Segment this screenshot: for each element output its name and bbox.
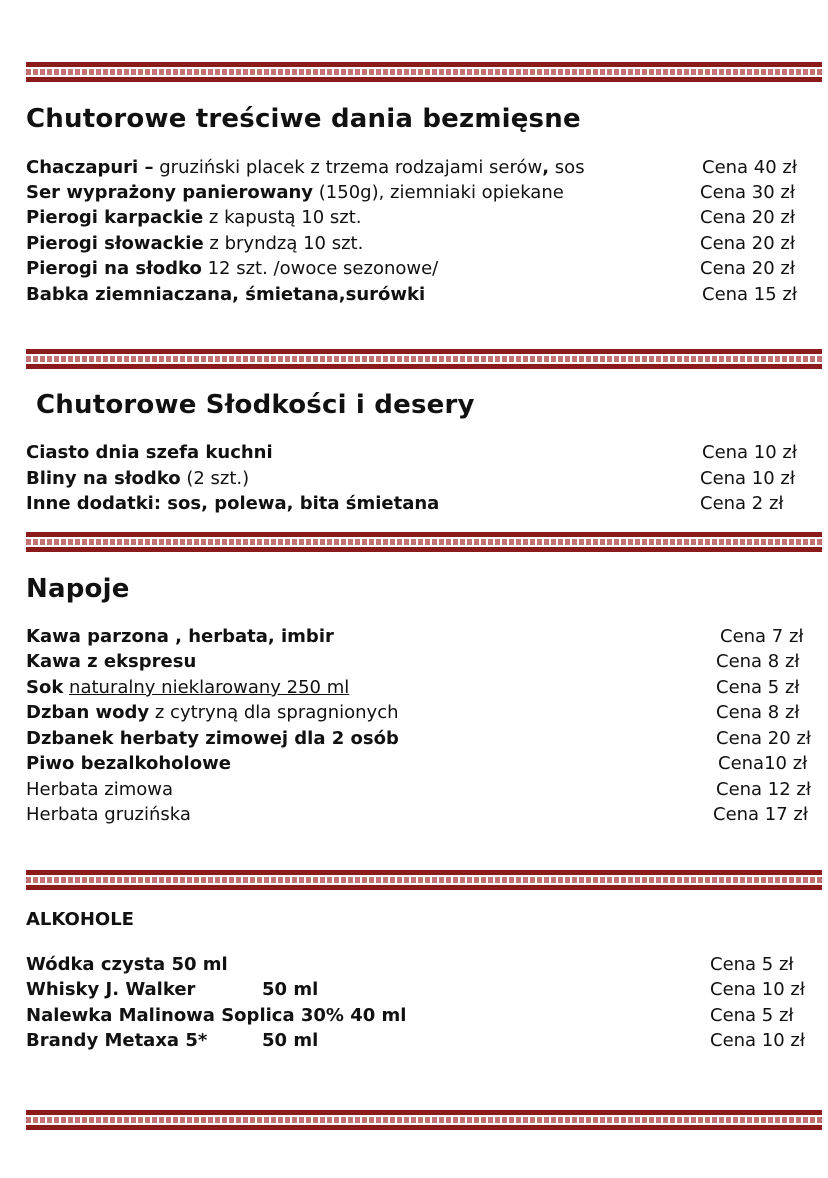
item-price: Cena 5 zł	[710, 1005, 794, 1026]
item-price: Cena 20 zł	[700, 207, 795, 228]
item-name: Wódka czysta 50 ml	[26, 954, 228, 975]
divider	[26, 62, 822, 82]
menu-item	[26, 257, 826, 281]
item-name: Ser wyprażony panierowany (150g), ziemniaki opiekane	[26, 182, 564, 203]
item-price: Cena 5 zł	[716, 677, 800, 698]
item-name: Bliny na słodko (2 szt.)	[26, 468, 250, 489]
item-price: Cena 40 zł	[702, 157, 797, 178]
item-name: Chaczapuri – gruziński placek z trzema rodzajami serów, sos	[26, 157, 585, 178]
item-price: Cena10 zł	[718, 753, 808, 774]
item-name: Whisky J. Walker 50 ml	[26, 979, 319, 1000]
menu-item	[26, 492, 826, 516]
item-name: Piwo bezalkoholowe	[26, 753, 231, 774]
item-name: Herbata zimowa	[26, 779, 174, 800]
menu-item	[26, 650, 826, 674]
item-name: Dzbanek herbaty zimowej dla 2 osób	[26, 728, 399, 749]
divider	[26, 349, 822, 369]
divider	[26, 532, 822, 552]
menu-item	[26, 1029, 826, 1053]
menu-item	[26, 156, 826, 180]
item-name: Kawa z ekspresu	[26, 651, 197, 672]
item-name: Sok naturalny nieklarowany 250 ml	[26, 677, 350, 698]
item-name: Inne dodatki: sos, polewa, bita śmietana	[26, 493, 440, 514]
item-name: Herbata gruzińska	[26, 804, 191, 825]
item-price: Cena 30 zł	[700, 182, 795, 203]
item-name: Nalewka Malinowa Soplica 30% 40 ml	[26, 1005, 407, 1026]
item-price: Cena 15 zł	[702, 284, 797, 305]
menu-item	[26, 181, 826, 205]
item-name: Brandy Metaxa 5* 50 ml	[26, 1030, 319, 1051]
item-price: Cena 8 zł	[716, 702, 800, 723]
menu-item	[26, 752, 826, 776]
item-price: Cena 17 zł	[713, 804, 808, 825]
item-name: Babka ziemniaczana, śmietana,surówki	[26, 284, 426, 305]
item-name: Kawa parzona , herbata, imbir	[26, 626, 334, 647]
menu-item	[26, 467, 826, 491]
item-price: Cena 10 zł	[700, 468, 795, 489]
item-price: Cena 10 zł	[702, 442, 797, 463]
item-name: Dzban wody z cytryną dla spragnionych	[26, 702, 399, 723]
item-price: Cena 5 zł	[710, 954, 794, 975]
item-name: Ciasto dnia szefa kuchni	[26, 442, 273, 463]
menu-item	[26, 232, 826, 256]
menu-item	[26, 283, 826, 307]
section-title-drinks: Napoje	[26, 574, 130, 604]
menu-item	[26, 625, 826, 649]
menu-item	[26, 441, 826, 465]
menu-item	[26, 778, 826, 802]
divider	[26, 870, 822, 890]
item-price: Cena 10 zł	[710, 1030, 805, 1051]
item-price: Cena 7 zł	[720, 626, 804, 647]
section-title-desserts: Chutorowe Słodkości i desery	[36, 390, 475, 420]
menu-item	[26, 953, 826, 977]
item-price: Cena 20 zł	[700, 233, 795, 254]
divider	[26, 1110, 822, 1130]
item-price: Cena 20 zł	[716, 728, 811, 749]
menu-item	[26, 701, 826, 725]
item-name: Pierogi słowackie z bryndzą 10 szt.	[26, 233, 364, 254]
menu-item	[26, 727, 826, 751]
menu-item	[26, 803, 826, 827]
item-price: Cena 20 zł	[700, 258, 795, 279]
item-price: Cena 10 zł	[710, 979, 805, 1000]
item-price: Cena 8 zł	[716, 651, 800, 672]
menu-item	[26, 978, 826, 1002]
menu-item	[26, 1004, 826, 1028]
item-name: Pierogi karpackie z kapustą 10 szt.	[26, 207, 362, 228]
section-title-meatless: Chutorowe treściwe dania bezmięsne	[26, 104, 581, 134]
item-price: Cena 2 zł	[700, 493, 784, 514]
menu-item	[26, 206, 826, 230]
item-name: Pierogi na słodko 12 szt. /owoce sezonowe/	[26, 258, 439, 279]
item-price: Cena 12 zł	[716, 779, 811, 800]
section-title-alcohol: ALKOHOLE	[26, 909, 134, 930]
menu-item	[26, 676, 826, 700]
